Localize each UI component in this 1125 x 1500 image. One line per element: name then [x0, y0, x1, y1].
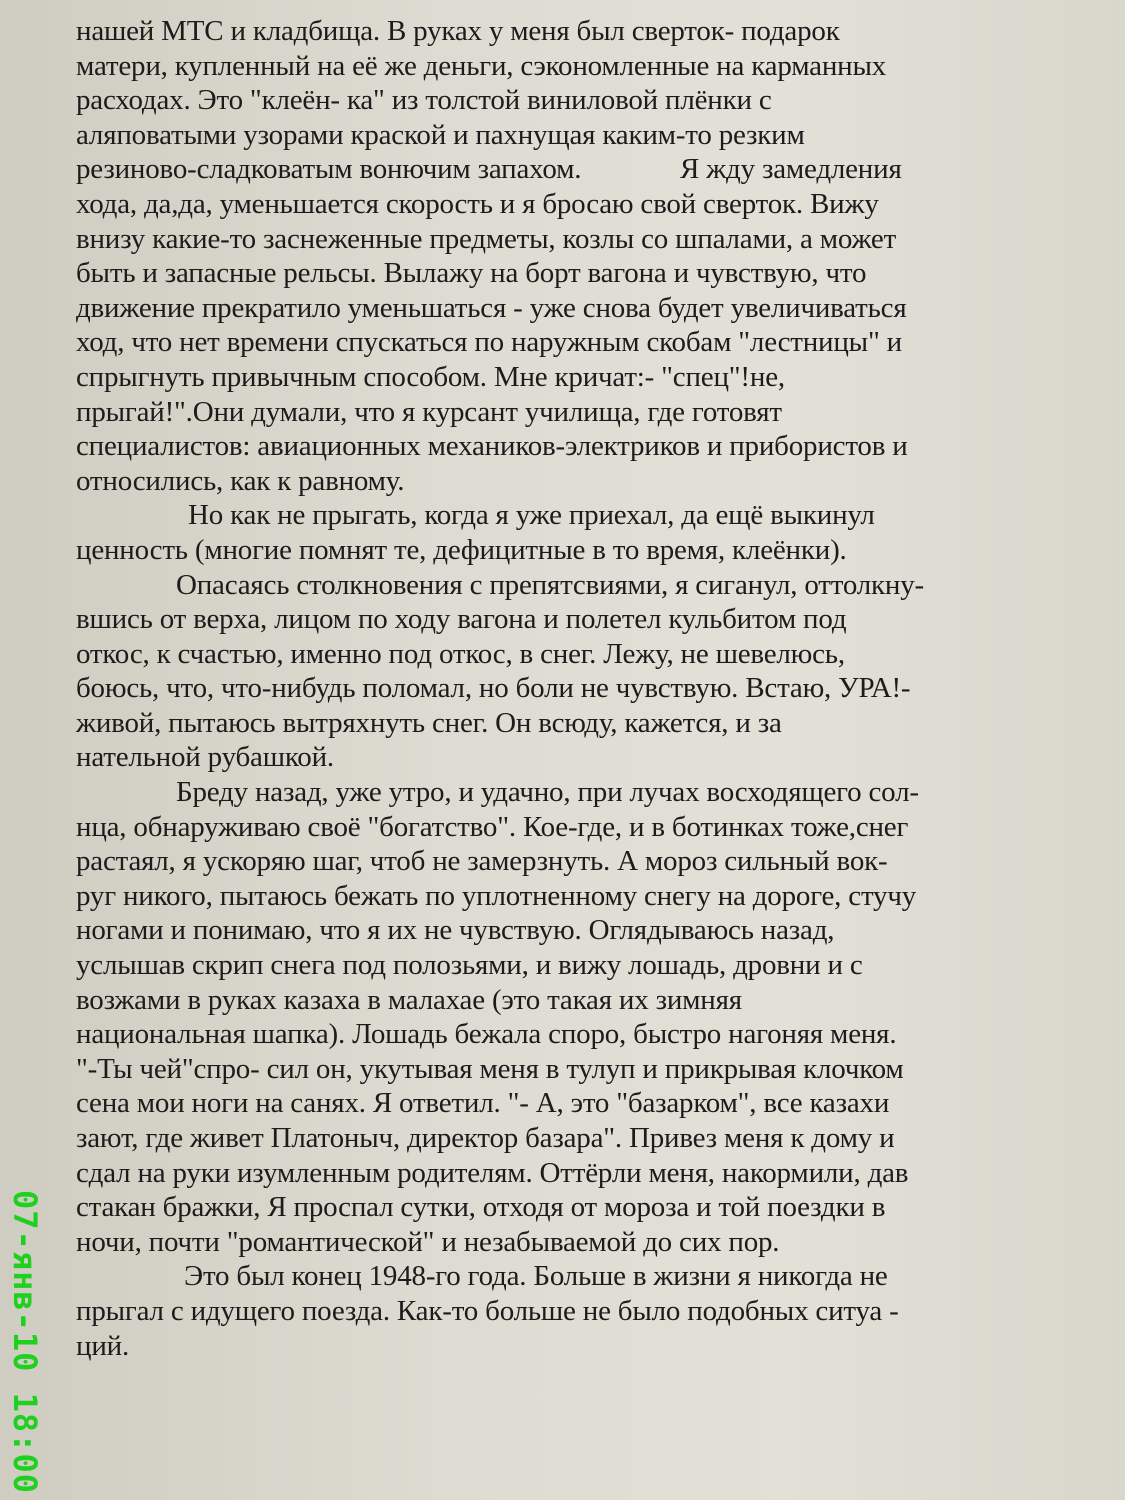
paragraph-start-line: Бреду назад, уже утро, и удачно, при лучах восходящего сол-: [176, 776, 919, 809]
text-line: хода, да,да, уменьшается скорость и я бросаю свой сверток. Вижу: [76, 187, 879, 220]
camera-date-stamp: 07-янв-10 18:00: [6, 1190, 44, 1494]
text-line: матери, купленный на её же деньги, сэкономленные на карманных: [76, 49, 887, 82]
text-line: относились, как к равному.: [76, 464, 405, 497]
text-line: движение прекратило уменьшаться - уже снова будет увеличиваться: [76, 291, 907, 324]
text-line: специалистов: авиационных механиков-электриков и прибористов и: [76, 430, 908, 463]
text-line: ход, что нет времени спускаться по наружным скобам "лестницы" и: [76, 326, 902, 359]
text-line: резиново-сладковатым вонючим запахом. Я жду замедления: [76, 153, 902, 186]
text-line: быть и запасные рельсы. Вылажу на борт вагона и чувствую, что: [76, 257, 867, 290]
text-line: растаял, я ускоряю шаг, чтоб не замерзнуть. А мороз сильный вок-: [76, 845, 888, 878]
text-line: нца, обнаруживаю своё "богатство". Кое-где, и в ботинках тоже,снег: [76, 810, 909, 843]
text-line: возжами в руках казаха в малахае (это такая их зимняя: [76, 983, 742, 1016]
text-line: услышав скрип снега под полозьями, и вижу лошадь, дровни и с: [76, 949, 863, 982]
text-line: ций.: [76, 1329, 130, 1362]
text-line: откос, к счастью, именно под откос, в снег. Лежу, не шевелюсь,: [76, 637, 845, 670]
text-line: спрыгнуть привычным способом. Мне кричат:- "спец"!не,: [76, 360, 785, 393]
paragraph-start-line: Опасаясь столкновения с препятсвиями, я сиганул, оттолкну-: [176, 568, 924, 601]
text-line: живой, пытаюсь вытряхнуть снег. Он всюду, кажется, и за: [76, 706, 782, 739]
paragraph-start-line: Это был конец 1948-го года. Больше в жизни я никогда не: [184, 1260, 888, 1293]
text-line: прыгал с идущего поезда. Как-то больше не было подобных ситуа -: [76, 1294, 899, 1327]
text-line: нательной рубашкой.: [76, 741, 334, 774]
text-line: стакан бражки, Я проспал сутки, отходя от мороза и той поездки в: [76, 1191, 886, 1224]
text-line: ценность (многие помнят те, дефицитные в то время, клеёнки).: [76, 533, 847, 566]
text-line: аляповатыми узорами краской и пахнущая каким-то резким: [76, 118, 805, 151]
text-line: прыгай!".Они думали, что я курсант училища, где готовят: [76, 395, 782, 428]
text-line: руг никого, пытаюсь бежать по уплотненному снегу на дороге, стучу: [76, 879, 917, 912]
text-line: внизу какие-то заснеженные предметы, козлы со шпалами, а может: [76, 222, 897, 255]
text-line: зают, где живет Платоныч, директор базара". Привез меня к дому и: [76, 1122, 895, 1154]
text-line: национальная шапка). Лошадь бежала споро, быстро нагоняя меня.: [76, 1018, 897, 1051]
text-line: расходах. Это "клеён- ка" из толстой виниловой плёнки с: [76, 84, 772, 117]
text-line: сена мои ноги на санях. Я ответил. "- А, это "базарком", все казахи: [76, 1087, 890, 1120]
text-line: нашей МТС и кладбища. В руках у меня был сверток- подарок: [76, 15, 840, 47]
paragraph-start-line: Но как не прыгать, когда я уже приехал, да ещё выкинул: [188, 499, 875, 532]
text-line: сдал на руки изумленным родителям. Оттёрли меня, накормили, дав: [76, 1156, 909, 1189]
text-line: ночи, почти "романтической" и незабываемой до сих пор.: [76, 1225, 780, 1258]
text-line: ногами и понимаю, что я их не чувствую. Оглядываюсь назад,: [76, 914, 835, 947]
text-line: боюсь, что, что-нибудь поломал, но боли не чувствую. Встаю, УРА!-: [76, 672, 911, 705]
text-line: вшись от верха, лицом по ходу вагона и полетел кульбитом под: [76, 603, 847, 636]
body-text: [76, 14, 1076, 1363]
text-line: "-Ты чей"спро- сил он, укутывая меня в тулуп и прикрывая клочком: [76, 1052, 904, 1085]
